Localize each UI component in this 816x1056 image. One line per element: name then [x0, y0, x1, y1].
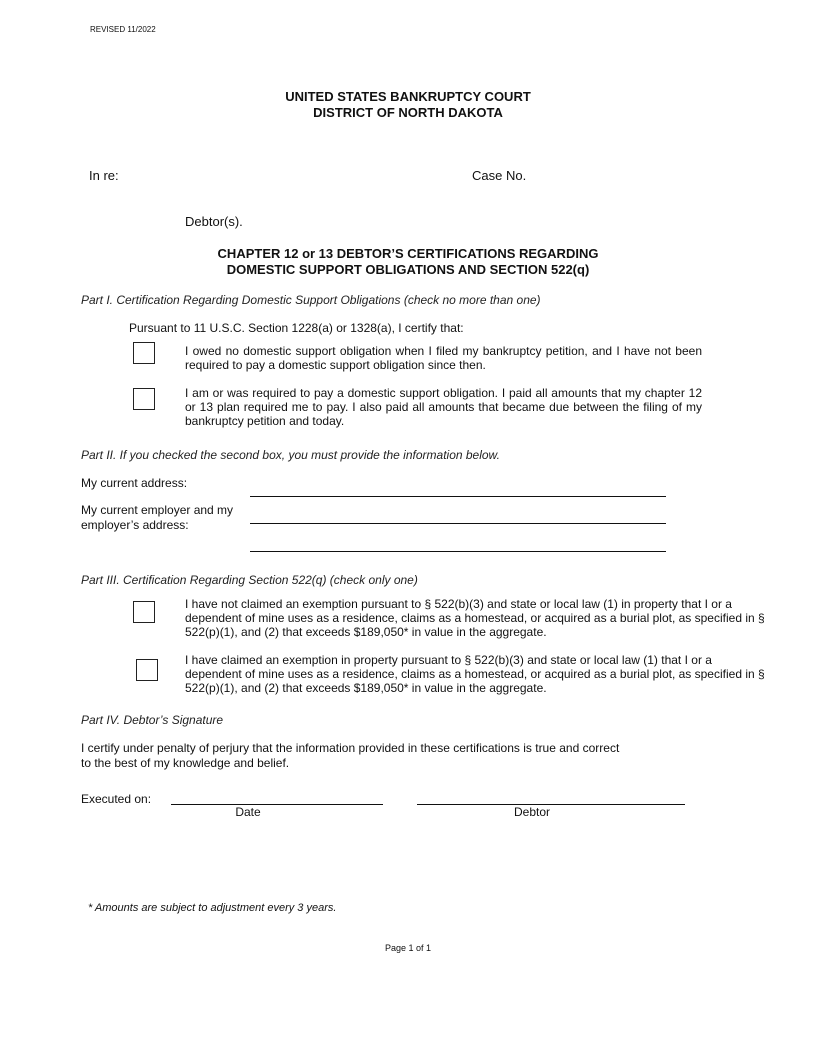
certify-text-line1: I certify under penalty of perjury that the information provided in these certifications is true and correct: [81, 741, 620, 755]
certify-text-line2: to the best of my knowledge and belief.: [81, 756, 290, 770]
part1-option2-text: I am or was required to pay a domestic support obligation. I paid all amounts that my chapter 12 or 13 plan required me to pay. I also paid all amounts that became due between the filing of my bankruptcy petition and today.: [185, 386, 702, 428]
case-no-label: Case No.: [472, 168, 527, 183]
part1-intro: Pursuant to 11 U.S.C. Section 1228(a) or 1328(a), I certify that:: [129, 321, 464, 335]
executed-on-label: Executed on:: [81, 792, 152, 806]
part1-option1-checkbox[interactable]: [133, 342, 155, 364]
part2-heading: Part II. If you checked the second box, you must provide the information below.: [81, 448, 500, 462]
address-line[interactable]: [250, 496, 666, 497]
form-title-line1: CHAPTER 12 or 13 DEBTOR’S CERTIFICATIONS REGARDING: [217, 246, 599, 261]
part1-heading: Part I. Certification Regarding Domestic Support Obligations (check no more than one): [81, 293, 541, 307]
debtor-label: Debtor: [513, 805, 551, 819]
page-number: Page 1 of 1: [384, 943, 432, 953]
debtors-label: Debtor(s).: [185, 214, 243, 229]
employer-line-1[interactable]: [250, 523, 666, 524]
form-title-line2: DOMESTIC SUPPORT OBLIGATIONS AND SECTION 522(q): [226, 262, 590, 277]
address-label: My current address:: [81, 476, 188, 490]
part3-option1-text: I have not claimed an exemption pursuant to § 522(b)(3) and state or local law (1) in property that I or a dependent of mine uses as a residence, claims as a homestead, or acquired as a burial plot, as specified in § 522(p)(1), and (2) that exceeds $189,050* in value in the aggregate.: [185, 597, 765, 639]
part3-option1-checkbox[interactable]: [133, 601, 155, 623]
court-name: UNITED STATES BANKRUPTCY COURT: [285, 89, 531, 104]
employer-line-2[interactable]: [250, 551, 666, 552]
footnote: * Amounts are subject to adjustment every 3 years.: [88, 902, 337, 914]
part1-option2-checkbox[interactable]: [133, 388, 155, 410]
part1-option1-text: I owed no domestic support obligation when I filed my bankruptcy petition, and I have not been required to pay a domestic support obligation since then.: [185, 344, 702, 372]
part3-heading: Part III. Certification Regarding Section 522(q) (check only one): [81, 573, 418, 587]
date-label: Date: [235, 805, 261, 819]
in-re-label: In re:: [89, 168, 119, 183]
employer-label-line2: employer’s address:: [81, 518, 189, 532]
part3-option2-checkbox[interactable]: [136, 659, 158, 681]
court-district: DISTRICT OF NORTH DAKOTA: [313, 105, 503, 120]
revised-date: REVISED 11/2022: [90, 25, 156, 34]
employer-label-line1: My current employer and my: [81, 503, 234, 517]
part4-heading: Part IV. Debtor’s Signature: [81, 713, 224, 727]
part3-option2-text: I have claimed an exemption in property pursuant to § 522(b)(3) and state or local law (1) that I or a dependent of mine uses as a residence, claims as a homestead, or acquired as a burial plot, as specified in § 522(p)(1), and (2) that exceeds $189,050* in value in the aggregate.: [185, 653, 765, 695]
